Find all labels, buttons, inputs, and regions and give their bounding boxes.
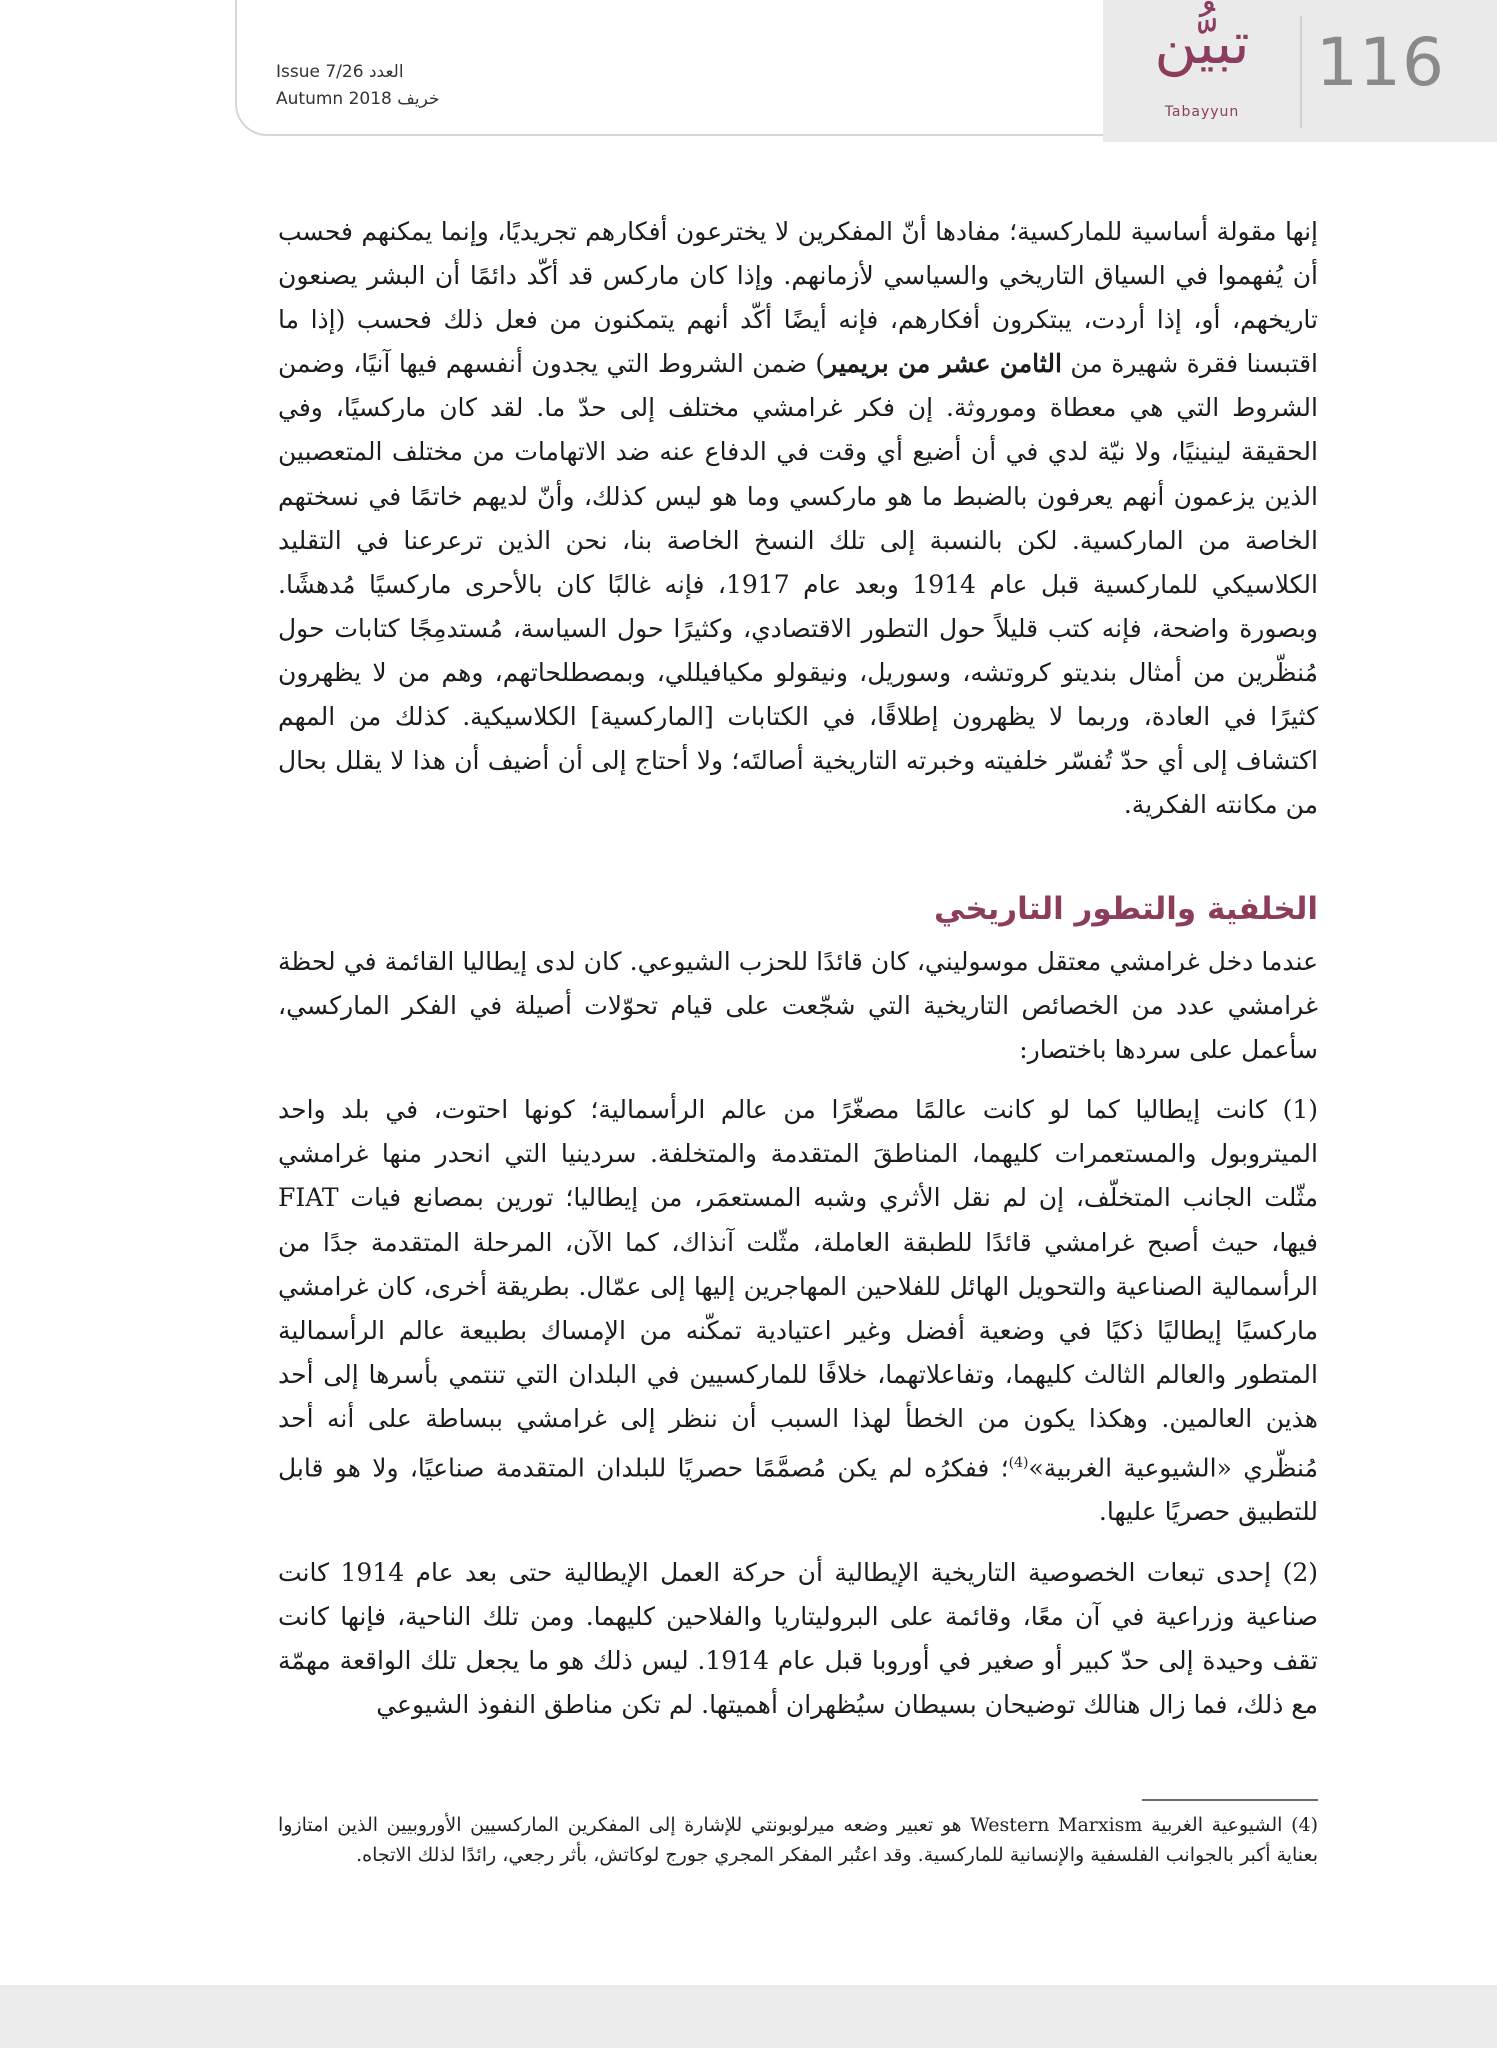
paragraph-text: (1) كانت إيطاليا كما لو كانت عالمًا مصغّرًا من عالم الرأسمالية؛ كونها احتوت، في بلد واحد الميتروبول والمستعمرات كليهما، المناطقَ المتقدمة والمتخلفة. سردينيا التي انحدر منها غرامشي مثّلت الجانب المتخلّف، إن لم نقل الأثري وشبه المستعمَر، من إيطاليا؛ تورين بمصانع فيات FIAT فيها، حيث أصبح غرامشي قائدًا للطبقة العاملة، مثّلت آنذاك، كما الآن، المرحلة المتقدمة جدًا من الرأسمالية الصناعية والتحويل الهائل للفلاحين المهاجرين إليها إلى عمّال. بطريقة أخرى، كان غرامشي ماركسيًا إيطاليًا ذكيًا في وضعية أفضل وغير اعتيادية تمكّنه من الإمساك بطبيعة عالم الرأسمالية المتطور والعالم الثالث كليهما، وتفاعلاتهما، خلافًا للماركسيين في البلدان التي تنتمي بأسرها إلى أحد هذين العالمين. وهكذا يكون من الخطأ لهذا السبب أن ننظر إلى غرامشي ببساطة على أنه أحد مُنظّري «الشيوعية الغربية» bbox=[278, 1095, 1318, 1483]
issue-label bbox=[276, 64, 404, 81]
season-ar: خريف bbox=[397, 89, 440, 109]
section-heading: الخلفية والتطور التاريخي bbox=[933, 891, 1318, 927]
footnote bbox=[278, 1810, 1318, 1870]
journal-logo-latin: Tabayyun bbox=[1164, 104, 1240, 120]
paragraph bbox=[278, 1088, 1318, 1534]
paragraph bbox=[278, 210, 1318, 827]
paragraph: (2) إحدى تبعات الخصوصية التاريخية الإيطالية أن حركة العمل الإيطالية حتى بعد عام 1914 كانت صناعية وزراعية في آن معًا، وقائمة على البروليتاريا والفلاحين كليهما. ومن تلك الناحية، فإنها كانت تقف وحيدة إلى حدّ كبير أو صغير في أوروبا قبل عام 1914. ليس ذلك هو ما يجعل تلك الواقعة مهمّة مع ذلك، فما زال هنالك توضيحان بسيطان سيُظهران أهميتها. لم تكن مناطق النفوذ الشيوعي bbox=[278, 1557, 1318, 1719]
page-bottom-band bbox=[0, 1985, 1497, 2048]
page-number: 116 bbox=[1316, 24, 1445, 101]
paragraph-text: إنها مقولة أساسية للماركسية؛ مفادها أنّ المفكرين لا يخترعون أفكارهم تجريديًا، وإنما يمكنهم فحسب أن يُفهموا في السياق التاريخي والسياسي لأزمانهم. وإذا كان ماركس قد أكّد دائمًا أن البشر يصنعون تاريخهم، أو، إذا أردت، يبتكرون أفكارهم، فإنه أيضًا أكّد أنهم يتمكنون من فعل ذلك فحسب (إذا ما اقتبسنا فقرة شهيرة من bbox=[278, 217, 1318, 379]
footnote-text: (4) الشيوعية الغربية Western Marxism هو تعبير وضعه ميرلوبونتي للإشارة إلى المفكرين الماركسيين الأوروبيين الذين امتازوا بعناية أكبر بالجوانب الفلسفية والإنسانية للماركسية. وقد اعتُبر المفكر المجري جورج لوكاتش، بأثر رجعي، رائدًا لذلك الاتجاه. bbox=[278, 1814, 1319, 1866]
body-text bbox=[278, 210, 1318, 827]
journal-logo: تبيُّن bbox=[1154, 9, 1250, 77]
paragraph: عندما دخل غرامشي معتقل موسوليني، كان قائدًا للحزب الشيوعي. كان لدى إيطاليا القائمة في لحظة غرامشي عدد من الخصائص التاريخية التي شجّعت على قيام تحوّلات أصيلة في الفكر الماركسي، سأعمل على سردها باختصار: bbox=[278, 947, 1318, 1065]
section-body bbox=[278, 940, 1318, 1727]
footnote-rule bbox=[1142, 1799, 1318, 1801]
season-label bbox=[276, 91, 439, 108]
paragraph-text: ؛ ففكرُه لم يكن مُصمَّمًا حصريًا للبلدان المتقدمة صناعيًا، ولا هو قابل للتطبيق حصريًا عليها. bbox=[278, 1453, 1318, 1527]
header-separator bbox=[1300, 16, 1302, 128]
season-en: Autumn 2018 bbox=[276, 89, 392, 109]
book-title: الثامن عشر من بريمير bbox=[825, 349, 1062, 379]
issue-en: Issue 7/26 bbox=[276, 62, 364, 82]
issue-ar: العدد bbox=[368, 62, 404, 82]
footnote-ref[interactable]: (4) bbox=[1008, 1455, 1029, 1472]
paragraph-text: ) ضمن الشروط التي يجدون أنفسهم فيها آنيًا، وضمن الشروط التي هي معطاة وموروثة. إن فكر غرامشي مختلف إلى حدّ ما. لقد كان ماركسيًا، وفي الحقيقة لينينيًا، ولا نيّة لدي في أن أضيع أي وقت في الدفاع عنه ضد الاتهامات من مختلف المتعصبين الذين يزعمون أنهم يعرفون بالضبط ما هو ماركسي وما هو ليس كذلك، وأنّ لديهم خاتمًا في نسختهم الخاصة من الماركسية. لكن بالنسبة إلى تلك النسخ الخاصة بنا، نحن الذين ترعرعنا في التقليد الكلاسيكي للماركسية قبل عام 1914 وبعد عام 1917، فإنه غالبًا كان بالأحرى ماركسيًا مُدهشًا. وبصورة واضحة، فإنه كتب قليلاً حول التطور الاقتصادي، وكثيرًا حول السياسة، مُستدمِجًا كتابات حول مُنظّرين من أمثال بنديتو كروتشه، وسوريل، ونيقولو مكيافيللي، وبمصطلحاتهم، وهم من لا يظهرون كثيرًا في العادة، وربما لا يظهرون إطلاقًا، في الكتابات [الماركسية] الكلاسيكية. كذلك من المهم اكتشاف إلى أي حدّ تُفسّر خلفيته وخبرته التاريخية أصالتَه؛ ولا أحتاج إلى أن أضيف أن هذا لا يقلل بحال من مكانته الفكرية. bbox=[278, 349, 1318, 820]
